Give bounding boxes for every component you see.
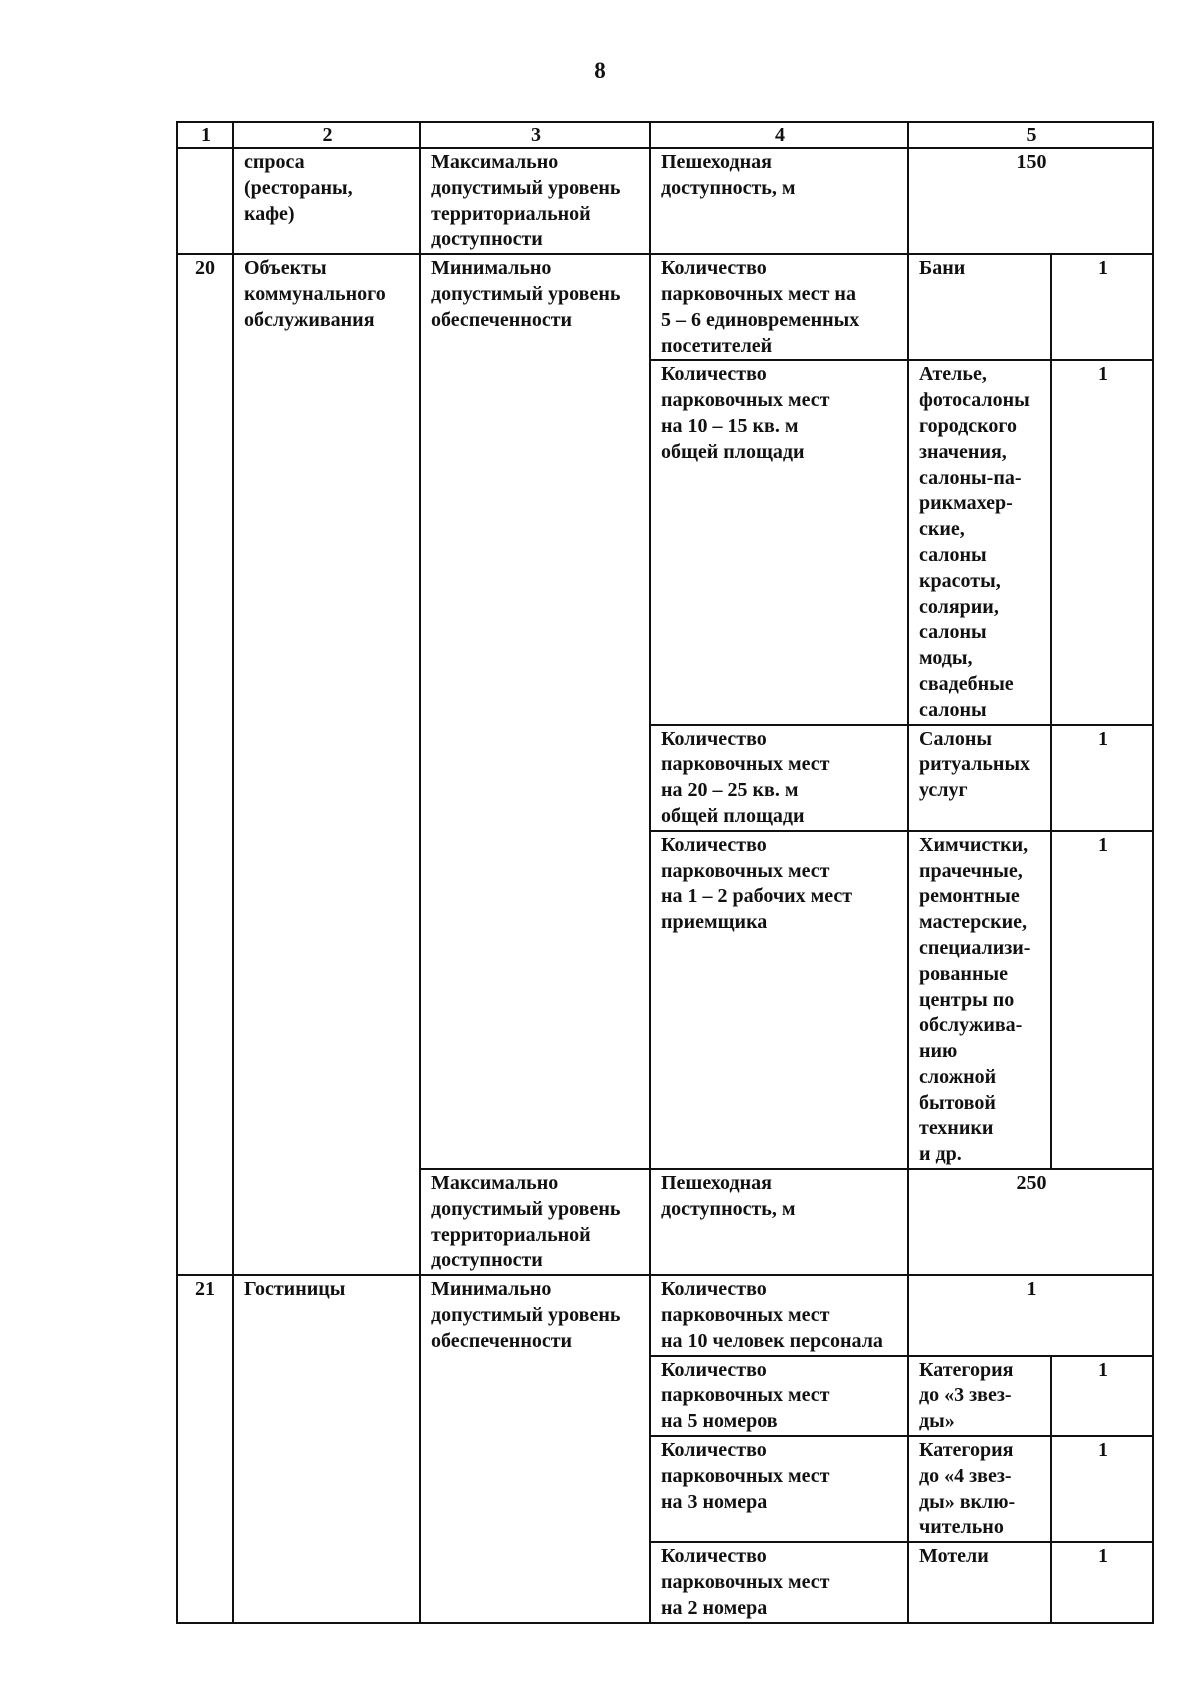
row-number	[177, 148, 233, 254]
type-cell: Мотели	[908, 1542, 1051, 1622]
header-col-2: 2	[233, 122, 420, 148]
type-cell: Категория до «3 звез- ды»	[908, 1356, 1051, 1436]
row-number: 21	[177, 1275, 233, 1622]
type-cell: Химчистки, прачечные, ремонтные мастерские, специализи- рованные центры по обслужива- нию сложной бытовой техники и др.	[908, 831, 1051, 1169]
indicator-cell: Количество парковочных мест на 5 – 6 единовременных посетителей	[650, 254, 908, 360]
header-col-3: 3	[420, 122, 650, 148]
value-cell: 150	[908, 148, 1153, 254]
table-row	[177, 148, 1153, 254]
value-cell: 1	[908, 1275, 1153, 1355]
row-number: 20	[177, 254, 233, 1275]
value-cell: 1	[1051, 1542, 1153, 1622]
indicator-cell: Количество парковочных мест на 3 номера	[650, 1436, 908, 1542]
level-cell: Минимально допустимый уровень обеспеченности	[420, 1275, 650, 1622]
indicator-cell: Количество парковочных мест на 5 номеров	[650, 1356, 908, 1436]
level-cell: Минимально допустимый уровень обеспеченности	[420, 254, 650, 1169]
value-cell: 1	[1051, 831, 1153, 1169]
value-cell: 1	[1051, 360, 1153, 724]
type-cell: Категория до «4 звез- ды» вклю- чительно	[908, 1436, 1051, 1542]
value-cell: 1	[1051, 1356, 1153, 1436]
indicator-cell: Количество парковочных мест на 10 человек персонала	[650, 1275, 908, 1355]
level-cell: Максимально допустимый уровень территориальной доступности	[420, 1169, 650, 1275]
object-cell: спроса (рестораны, кафе)	[233, 148, 420, 254]
indicator-cell: Пешеходная доступность, м	[650, 1169, 908, 1275]
indicator-cell: Количество парковочных мест на 1 – 2 рабочих мест приемщика	[650, 831, 908, 1169]
table-row	[177, 1275, 1153, 1355]
value-cell: 1	[1051, 1436, 1153, 1542]
value-cell: 1	[1051, 725, 1153, 831]
indicator-cell: Количество парковочных мест на 2 номера	[650, 1542, 908, 1622]
type-cell: Салоны ритуальных услуг	[908, 725, 1051, 831]
type-cell: Ателье, фотосалоны городского значения, салоны-па- рикмахер- ские, салоны красоты, солярии, салоны моды, свадебные салоны	[908, 360, 1051, 724]
table-header-row	[177, 122, 1153, 148]
level-cell: Максимально допустимый уровень территориальной доступности	[420, 148, 650, 254]
value-cell: 250	[908, 1169, 1153, 1275]
header-col-5: 5	[908, 122, 1153, 148]
indicator-cell: Количество парковочных мест на 10 – 15 кв. м общей площади	[650, 360, 908, 724]
table-row	[177, 254, 1153, 360]
page-number: 8	[594, 58, 606, 83]
object-cell: Объекты коммунального обслуживания	[233, 254, 420, 1275]
type-cell: Бани	[908, 254, 1051, 360]
parking-norms-table	[176, 121, 1154, 1624]
value-cell: 1	[1051, 254, 1153, 360]
header-col-1: 1	[177, 122, 233, 148]
indicator-cell: Пешеходная доступность, м	[650, 148, 908, 254]
indicator-cell: Количество парковочных мест на 20 – 25 кв. м общей площади	[650, 725, 908, 831]
header-col-4: 4	[650, 122, 908, 148]
object-cell: Гостиницы	[233, 1275, 420, 1622]
